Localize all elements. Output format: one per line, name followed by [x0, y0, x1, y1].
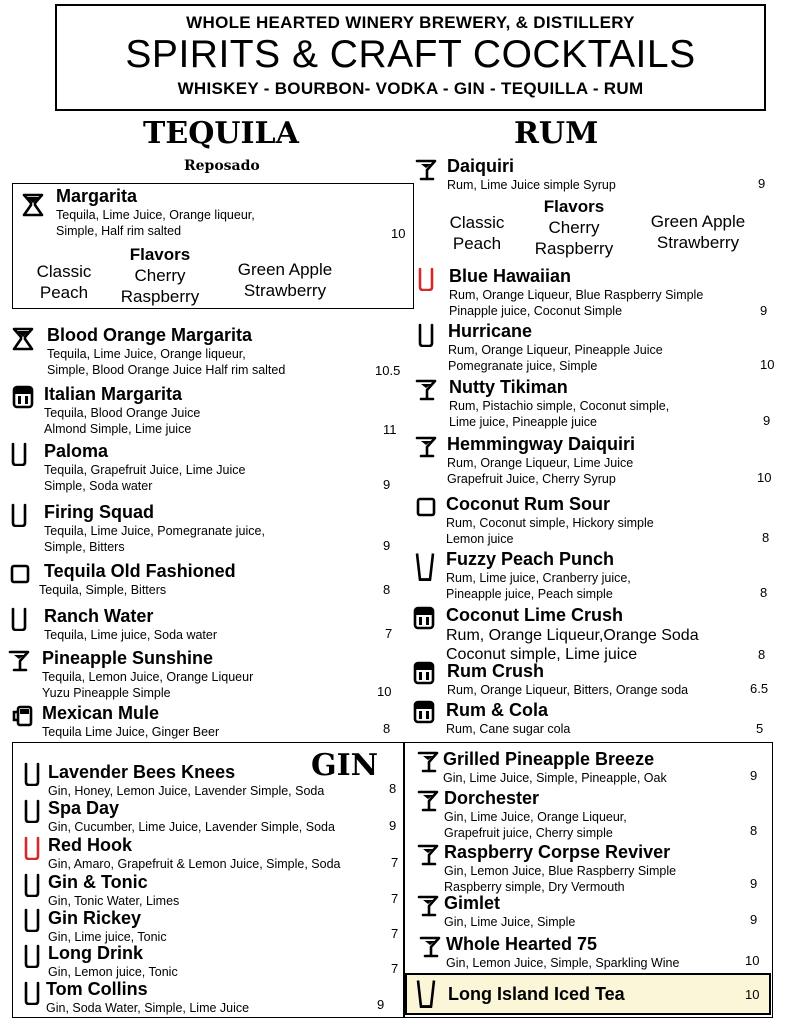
- item-price: 10: [760, 357, 775, 372]
- item-desc: Almond Simple, Lime juice: [44, 422, 192, 436]
- item-price: 10: [391, 226, 406, 241]
- item-price: 10: [757, 470, 772, 485]
- item-name: Whole Hearted 75: [446, 934, 598, 954]
- item-price: 7: [391, 891, 399, 906]
- rocks-glass-icon: [9, 561, 31, 585]
- item-desc: Coconut simple, Lime juice: [446, 646, 638, 663]
- item-desc: Gin, Lemon juice, Tonic: [48, 965, 178, 979]
- flavor: Strawberry: [243, 281, 327, 300]
- flavor: Raspberry: [120, 287, 200, 306]
- tall-glass-icon: [21, 944, 43, 968]
- item-desc: Lime juice, Pineapple juice: [449, 415, 598, 429]
- menu-title: SPIRITS & CRAFT COCKTAILS: [125, 33, 696, 76]
- menu-item: [449, 377, 669, 430]
- item-price: 10.5: [375, 363, 401, 378]
- item-price: 9: [750, 768, 758, 783]
- flavors-col: [525, 196, 623, 259]
- item-price: 8: [750, 823, 758, 838]
- item-desc: Pinapple juice, Coconut Simple: [449, 304, 623, 318]
- item-name: Coconut Lime Crush: [446, 605, 624, 625]
- item-desc: Tequila, Simple, Bitters: [39, 583, 167, 597]
- coupe-glass-icon: [419, 935, 441, 959]
- item-desc: Tequila, Lime Juice, Orange liqueur,: [56, 208, 255, 222]
- coupe-glass-icon: [415, 158, 437, 182]
- item-name: Firing Squad: [44, 502, 154, 522]
- menu-item: [48, 872, 179, 909]
- coupe-glass-icon: [415, 435, 437, 459]
- coupe-glass-icon: [417, 843, 439, 867]
- crush-glass-icon: [12, 385, 34, 409]
- crush-glass-icon: [413, 700, 435, 724]
- item-name: Ranch Water: [44, 606, 154, 626]
- item-name: Nutty Tikiman: [449, 377, 568, 397]
- item-name: Gin & Tonic: [48, 872, 148, 892]
- item-name: Red Hook: [48, 835, 133, 855]
- tall-glass-icon: [8, 607, 30, 631]
- item-desc: Grapefruit juice, Cherry simple: [444, 826, 613, 840]
- item-price: 8: [758, 647, 766, 662]
- flavor: Strawberry: [656, 233, 740, 252]
- item-desc: Gin, Lime juice, Tonic: [48, 930, 167, 944]
- menu-item: [48, 943, 178, 980]
- item-price: 8: [383, 582, 391, 597]
- item-desc: Grapefruit Juice, Cherry Syrup: [447, 472, 616, 486]
- crush-glass-icon: [413, 606, 435, 630]
- coupe-glass-icon: [415, 378, 437, 402]
- item-price: 9: [750, 912, 758, 927]
- gin-title: GIN: [311, 748, 379, 783]
- coupe-glass-icon: [417, 750, 439, 774]
- flavors-col: [112, 244, 208, 307]
- tall-glass-icon: [21, 981, 43, 1005]
- item-desc: Lemon juice: [446, 532, 514, 546]
- item-desc: Simple, Soda water: [44, 479, 153, 493]
- item-desc: Gin, Amaro, Grapefruit & Lemon Juice, Simple, Soda: [48, 857, 341, 871]
- menu-item: [48, 908, 167, 945]
- tall-glass-icon: [21, 762, 43, 786]
- item-desc: Simple, Blood Orange Juice Half rim salted: [47, 363, 286, 377]
- item-desc: Rum, Lime juice, Cranberry juice,: [446, 571, 631, 585]
- item-desc: Tequila, Lime juice, Soda water: [44, 628, 218, 642]
- item-desc: Rum, Orange Liqueur, Bitters, Orange soda: [447, 683, 689, 697]
- menu-item: [449, 266, 703, 319]
- item-desc: Rum, Pistachio simple, Coconut simple,: [449, 399, 670, 413]
- item-name: Long Island Iced Tea: [448, 984, 625, 1004]
- item-desc: Gin, Lime Juice, Simple, Pineapple, Oak: [443, 771, 667, 785]
- item-price: 8: [389, 781, 397, 796]
- item-price: 5: [756, 721, 764, 736]
- menu-item: [444, 788, 627, 841]
- item-desc: Gin, Soda Water, Simple, Lime Juice: [46, 1001, 250, 1015]
- item-price: 7: [391, 926, 399, 941]
- item-name: Margarita: [56, 186, 138, 206]
- item-desc: Tequila, Lime Juice, Pomegranate juice,: [44, 524, 265, 538]
- item-desc: Rum, Lime Juice simple Syrup: [447, 178, 616, 192]
- coupe-glass-icon: [8, 649, 30, 673]
- tall-glass-red-icon: [21, 836, 43, 860]
- item-price: 10: [745, 953, 760, 968]
- menu-item: [448, 321, 663, 374]
- item-desc: Gin, Honey, Lemon Juice, Lavender Simple, Soda: [48, 784, 325, 798]
- flavor: Green Apple: [237, 260, 333, 279]
- item-name: Tom Collins: [46, 979, 148, 999]
- menu-header: [55, 4, 766, 111]
- coupe-glass-icon: [417, 789, 439, 813]
- item-price: 9: [389, 818, 397, 833]
- daiquiri-item: [447, 156, 616, 193]
- tall-glass-icon: [21, 799, 43, 823]
- item-name: Rum Crush: [447, 661, 545, 681]
- menu-item: [446, 549, 631, 602]
- menu-item: [448, 984, 625, 1005]
- tall-glass-icon: [8, 442, 30, 466]
- flavors-heading: Flavors: [129, 245, 191, 264]
- flavor: Cherry: [134, 266, 186, 285]
- item-name: Hurricane: [448, 321, 533, 341]
- item-price: 10: [745, 987, 760, 1002]
- item-desc: Gin, Lime Juice, Orange Liqueur,: [444, 810, 627, 824]
- tequila-title: TEQUILA: [143, 116, 299, 151]
- flavors-col: [222, 259, 348, 301]
- menu-item: [42, 648, 253, 701]
- flavor: Classic: [36, 262, 92, 281]
- item-desc: Gin, Cucumber, Lime Juice, Lavender Simple, Soda: [48, 820, 335, 834]
- tall-glass-icon: [21, 873, 43, 897]
- item-desc: Gin, Lemon Juice, Simple, Sparkling Wine: [446, 956, 680, 970]
- item-price: 9: [383, 477, 391, 492]
- item-price: 7: [385, 626, 393, 641]
- item-name: Paloma: [44, 441, 109, 461]
- menu-item: [446, 605, 699, 664]
- rocks-glass-icon: [415, 494, 437, 518]
- tall-glass-icon: [8, 503, 30, 527]
- item-price: 8: [383, 721, 391, 736]
- item-name: Grilled Pineapple Breeze: [443, 749, 655, 769]
- brand-name: WHOLE HEARTED WINERY BREWERY, & DISTILLERY: [186, 13, 635, 32]
- item-name: Coconut Rum Sour: [446, 494, 610, 514]
- crush-glass-icon: [413, 661, 435, 685]
- item-name: Daiquiri: [447, 156, 515, 176]
- flavor: Peach: [39, 283, 89, 302]
- item-desc: Tequila, Grapefruit Juice, Lime Juice: [44, 463, 246, 477]
- item-name: Raspberry Corpse Reviver: [444, 842, 671, 862]
- item-desc: Pomegranate juice, Simple: [448, 359, 598, 373]
- item-desc: Tequila, Lemon Juice, Orange Liqueur: [42, 670, 254, 684]
- item-desc: Tequila Lime Juice, Ginger Beer: [42, 725, 220, 739]
- item-price: 9: [383, 538, 391, 553]
- item-price: 9: [760, 303, 768, 318]
- item-desc: Gin, Lemon Juice, Blue Raspberry Simple: [444, 864, 677, 878]
- margarita-glass-icon: [12, 327, 34, 351]
- menu-item: [44, 502, 265, 555]
- item-name: Pineapple Sunshine: [42, 648, 214, 668]
- flavor: Classic: [449, 213, 505, 232]
- item-desc: Rum, Orange Liqueur, Pineapple Juice: [448, 343, 663, 357]
- coupe-glass-icon: [417, 894, 439, 918]
- menu-item: [446, 700, 570, 737]
- flavors-col: [28, 261, 100, 303]
- menu-item: [39, 561, 236, 598]
- item-name: Italian Margarita: [44, 384, 183, 404]
- tall-glass-icon: [415, 323, 437, 347]
- item-price: 8: [760, 585, 768, 600]
- item-desc: Simple, Half rim salted: [56, 224, 182, 238]
- item-desc: Rum, Orange Liqueur,Orange Soda: [446, 627, 699, 644]
- menu-item: [444, 893, 575, 930]
- flavor: Peach: [452, 234, 502, 253]
- item-name: Lavender Bees Knees: [48, 762, 236, 782]
- rum-title: RUM: [514, 116, 599, 151]
- menu-item: [446, 934, 679, 971]
- item-name: Fuzzy Peach Punch: [446, 549, 615, 569]
- menu-item: [48, 762, 324, 799]
- item-desc: Pineapple juice, Peach simple: [446, 587, 613, 601]
- menu-item: [444, 842, 676, 895]
- item-name: Gimlet: [444, 893, 501, 913]
- item-desc: Rum, Cane sugar cola: [446, 722, 571, 736]
- item-price: 7: [391, 855, 399, 870]
- mug-icon: [12, 703, 34, 727]
- menu-item: [443, 749, 667, 786]
- item-price: 8: [762, 530, 770, 545]
- item-price: 9: [763, 413, 771, 428]
- item-price: 7: [391, 961, 399, 976]
- menu-item: [447, 434, 635, 487]
- item-desc: Gin, Lime Juice, Simple: [444, 915, 576, 929]
- flavor: Green Apple: [650, 212, 746, 231]
- item-desc: Tequila, Blood Orange Juice: [44, 406, 201, 420]
- item-desc: Rum, Orange Liqueur, Lime Juice: [447, 456, 634, 470]
- menu-item: [44, 606, 217, 643]
- tequila-subtitle: Reposado: [184, 158, 260, 174]
- flavors-heading: Flavors: [543, 197, 605, 216]
- item-name: Gin Rickey: [48, 908, 142, 928]
- item-desc: Rum, Coconut simple, Hickory simple: [446, 516, 654, 530]
- menu-item: [42, 703, 219, 740]
- flavors-col: [440, 212, 514, 254]
- item-name: Long Drink: [48, 943, 143, 963]
- menu-item: [44, 384, 200, 437]
- item-name: Rum & Cola: [446, 700, 549, 720]
- menu-item: [48, 798, 335, 835]
- item-desc: Raspberry simple, Dry Vermouth: [444, 880, 625, 894]
- margarita-glass-icon: [22, 193, 44, 217]
- pint-glass-icon: [415, 978, 437, 1008]
- menu-item: [47, 325, 285, 378]
- item-desc: Rum, Orange Liqueur, Blue Raspberry Simple: [449, 288, 704, 302]
- item-desc: Tequila, Lime Juice, Orange liqueur,: [47, 347, 246, 361]
- flavor: Cherry: [548, 218, 600, 237]
- item-name: Mexican Mule: [42, 703, 160, 723]
- item-name: Spa Day: [48, 798, 120, 818]
- item-price: 6.5: [750, 681, 769, 696]
- item-price: 11: [383, 422, 397, 437]
- pint-glass-icon: [414, 551, 436, 581]
- menu-item: [446, 494, 654, 547]
- item-price: 9: [750, 876, 758, 891]
- tall-glass-red-icon: [415, 267, 437, 291]
- item-desc: Yuzu Pineapple Simple: [42, 686, 171, 700]
- menu-item: [44, 441, 245, 494]
- menu-item: [447, 661, 688, 698]
- item-desc: Gin, Tonic Water, Limes: [48, 894, 180, 908]
- item-desc: Simple, Bitters: [44, 540, 125, 554]
- menu-item: [46, 979, 249, 1016]
- item-price: 10: [377, 684, 392, 699]
- item-price: 9: [377, 997, 385, 1012]
- item-price: 9: [758, 176, 766, 191]
- item-name: Blue Hawaiian: [449, 266, 572, 286]
- item-name: Hemmingway Daiquiri: [447, 434, 636, 454]
- item-name: Dorchester: [444, 788, 540, 808]
- margarita-item: [56, 186, 255, 239]
- flavor: Raspberry: [534, 239, 614, 258]
- spirit-types: WHISKEY - BOURBON- VODKA - GIN - TEQUILLA - RUM: [177, 79, 644, 98]
- item-name: Blood Orange Margarita: [47, 325, 253, 345]
- item-name: Tequila Old Fashioned: [44, 561, 236, 581]
- menu-item: [48, 835, 341, 872]
- flavors-col: [634, 211, 762, 253]
- tall-glass-icon: [21, 908, 43, 932]
